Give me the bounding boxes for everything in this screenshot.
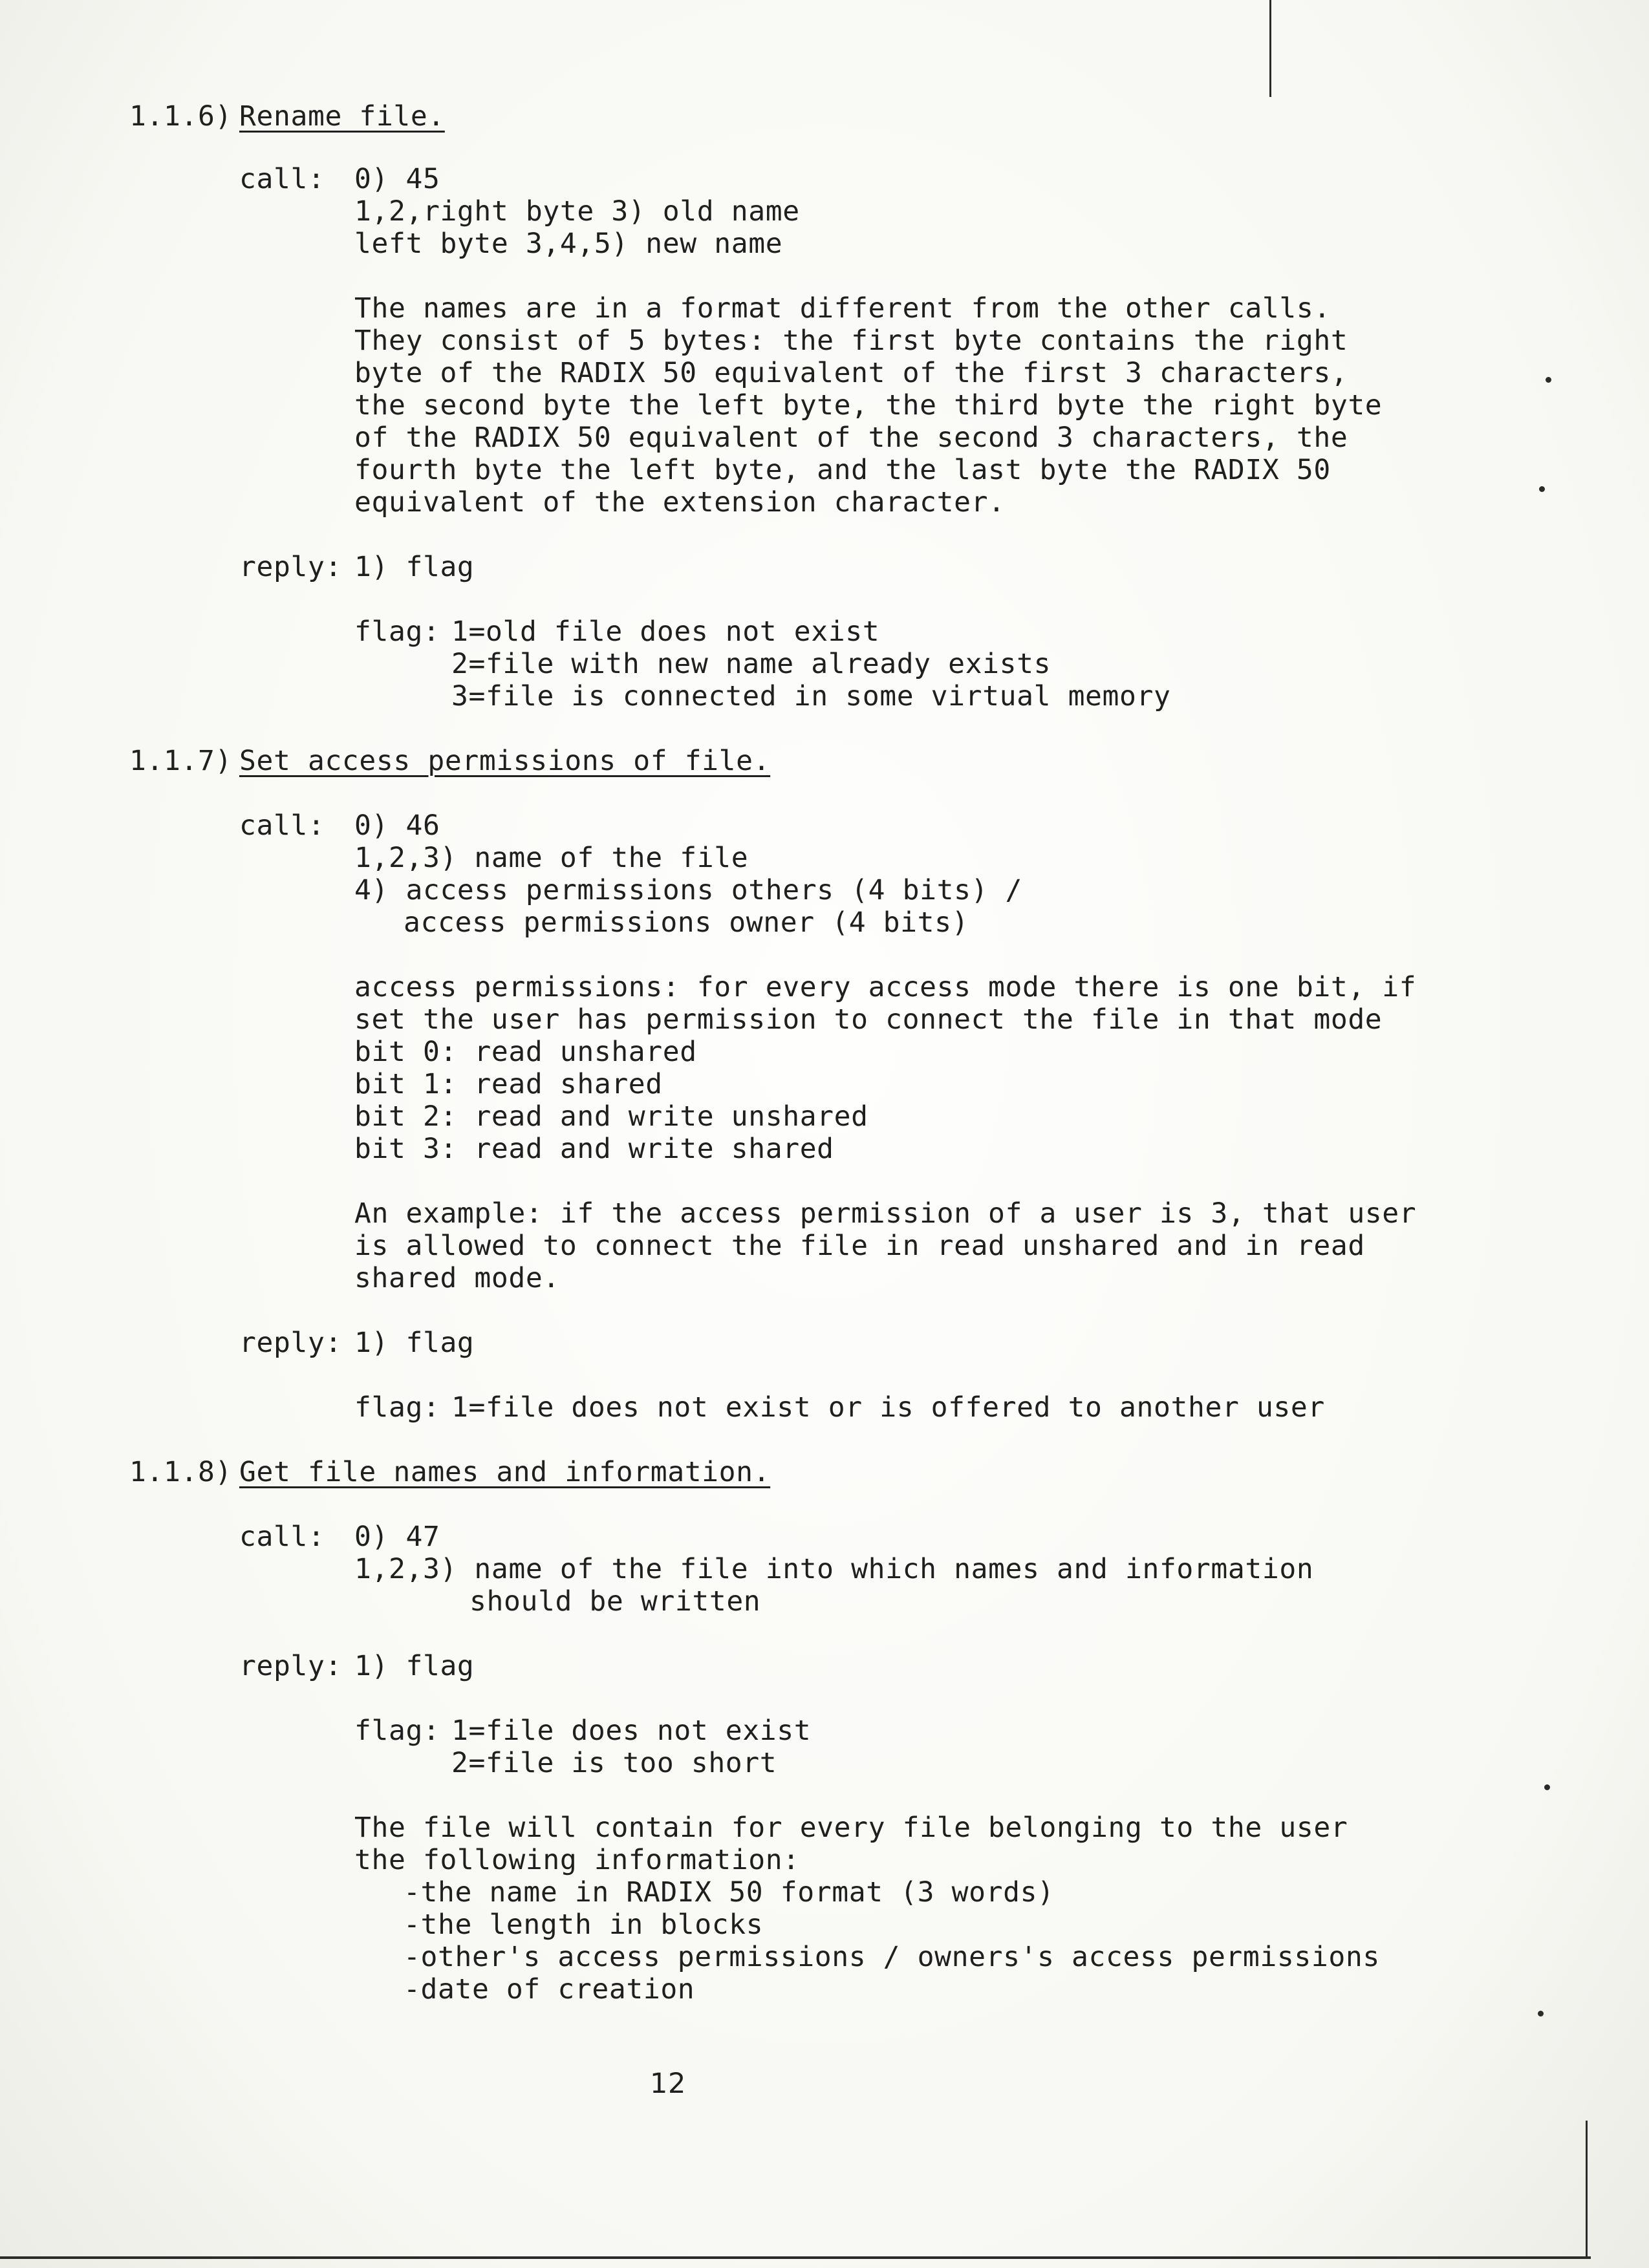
- scan-right-edge: [1586, 2121, 1588, 2258]
- scan-speck: [1544, 1784, 1550, 1790]
- call-label: call:: [239, 1521, 325, 1553]
- call-line: 0) 47: [354, 1521, 440, 1553]
- reply-label: reply:: [239, 1327, 342, 1359]
- scan-speck: [1538, 2011, 1544, 2017]
- example-line: An example: if the access permission of a user is 3, that user: [354, 1197, 1417, 1230]
- example-line: shared mode.: [354, 1262, 560, 1294]
- call-line: 0) 45: [354, 163, 440, 195]
- list-item: -other's access permissions / owners's access permissions: [404, 1941, 1380, 1973]
- example-line: is allowed to connect the file in read unshared and in read: [354, 1230, 1365, 1262]
- list-item: -the name in RADIX 50 format (3 words): [404, 1876, 1055, 1909]
- flag-line: 2=file with new name already exists: [451, 648, 1051, 680]
- reply-value: 1) flag: [354, 1327, 475, 1359]
- flag-label: flag:: [354, 1391, 440, 1424]
- flag-label: flag:: [354, 1715, 440, 1747]
- call-label: call:: [239, 809, 325, 842]
- paragraph-line: bit 2: read and write unshared: [354, 1100, 868, 1133]
- reply-value: 1) flag: [354, 551, 475, 583]
- call-line: left byte 3,4,5) new name: [354, 228, 783, 260]
- flag-line: 3=file is connected in some virtual memory: [451, 680, 1171, 712]
- reply-label: reply:: [239, 1650, 342, 1682]
- reply-value: 1) flag: [354, 1650, 475, 1682]
- paragraph-line: byte of the RADIX 50 equivalent of the first 3 characters,: [354, 357, 1348, 389]
- section-number: 1.1.6): [129, 100, 232, 133]
- scan-speck: [1546, 377, 1551, 383]
- call-line: 1,2,right byte 3) old name: [354, 195, 800, 228]
- section-number: 1.1.7): [129, 745, 232, 777]
- scan-speck: [1539, 486, 1545, 492]
- flag-label: flag:: [354, 615, 440, 648]
- section-number: 1.1.8): [129, 1456, 232, 1488]
- flag-line: 1=old file does not exist: [451, 615, 880, 648]
- paragraph-line: bit 0: read unshared: [354, 1036, 697, 1068]
- list-item: -date of creation: [404, 1973, 695, 2006]
- section-heading: Rename file.: [239, 100, 445, 133]
- call-line: 1,2,3) name of the file: [354, 842, 749, 874]
- section-heading: Get file names and information.: [239, 1456, 771, 1488]
- call-line: 0) 46: [354, 809, 440, 842]
- call-line: should be written: [469, 1585, 761, 1618]
- flag-line: 2=file is too short: [451, 1747, 777, 1779]
- paragraph-line: set the user has permission to connect the file in that mode: [354, 1003, 1383, 1036]
- paragraph-line: They consist of 5 bytes: the first byte contains the right: [354, 325, 1348, 357]
- paragraph-line: bit 3: read and write shared: [354, 1133, 834, 1165]
- paragraph-line: of the RADIX 50 equivalent of the second 3 characters, the: [354, 422, 1348, 454]
- list-item: -the length in blocks: [404, 1909, 764, 1941]
- paragraph-line: bit 1: read shared: [354, 1068, 663, 1100]
- flag-line: 1=file does not exist: [451, 1715, 812, 1747]
- scan-bottom-edge: [0, 2256, 1591, 2259]
- call-line: access permissions owner (4 bits): [404, 906, 969, 939]
- call-line: 1,2,3) name of the file into which names and information: [354, 1553, 1314, 1585]
- flag-line: 1=file does not exist or is offered to another user: [451, 1391, 1325, 1424]
- paragraph-line: The file will contain for every file belonging to the user: [354, 1812, 1348, 1844]
- section-heading: Set access permissions of file.: [239, 745, 771, 777]
- paragraph-line: the second byte the left byte, the third byte the right byte: [354, 389, 1383, 422]
- page-number: 12: [650, 2068, 686, 2100]
- paragraph-line: the following information:: [354, 1844, 800, 1876]
- paragraph-line: fourth byte the left byte, and the last byte the RADIX 50: [354, 454, 1331, 486]
- paragraph-line: access permissions: for every access mode there is one bit, if: [354, 971, 1417, 1003]
- call-label: call:: [239, 163, 325, 195]
- call-line: 4) access permissions others (4 bits) /: [354, 874, 1023, 906]
- paragraph-line: equivalent of the extension character.: [354, 486, 1006, 519]
- paragraph-line: The names are in a format different from the other calls.: [354, 292, 1331, 325]
- scan-edge-mark: [1269, 0, 1271, 97]
- reply-label: reply:: [239, 551, 342, 583]
